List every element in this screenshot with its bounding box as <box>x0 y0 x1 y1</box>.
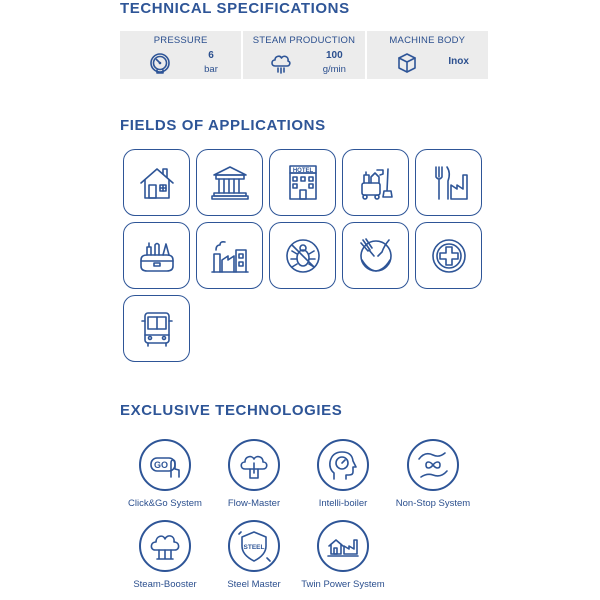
steam-cloud-icon <box>269 51 293 75</box>
bus-icon <box>135 307 179 351</box>
tech-label: Intelli-boiler <box>318 498 368 509</box>
public-building-icon <box>208 161 252 205</box>
application-tile-medical[interactable] <box>415 222 482 289</box>
spec-unit: g/min <box>322 64 346 75</box>
tech-circle <box>228 520 280 572</box>
tech-non-stop[interactable] <box>378 439 488 509</box>
house-icon <box>135 161 179 205</box>
hotel-icon <box>281 161 325 205</box>
twin-power-icon <box>325 528 361 564</box>
spec-machine-body <box>365 31 488 79</box>
spec-unit: bar <box>204 64 218 75</box>
application-tile-food-industry[interactable] <box>415 149 482 216</box>
tech-label: Non-Stop System <box>395 498 471 509</box>
technologies-title: EXCLUSIVE TECHNOLOGIES <box>120 402 343 419</box>
intelli-boiler-icon <box>325 447 361 483</box>
application-tile-cosmetics[interactable] <box>123 222 190 289</box>
cosmetics-icon <box>135 234 179 278</box>
svg-text:HOTEL: HOTEL <box>292 167 313 174</box>
application-tile-public-building[interactable] <box>196 149 263 216</box>
application-tile-house[interactable] <box>123 149 190 216</box>
tech-label: Twin Power System <box>301 579 385 590</box>
spec-label: PRESSURE <box>153 35 208 46</box>
tech-circle <box>317 439 369 491</box>
spec-label: MACHINE BODY <box>389 35 466 46</box>
click-go-icon <box>147 447 183 483</box>
cube-icon <box>395 51 419 75</box>
pressure-gauge-icon <box>148 51 172 75</box>
application-tile-bus[interactable] <box>123 295 190 362</box>
tech-label: Flow-Master <box>227 498 281 509</box>
spec-value: Inox <box>448 56 469 67</box>
medical-cross-icon <box>427 234 471 278</box>
application-tile-restaurant[interactable] <box>342 222 409 289</box>
tech-twin-power[interactable] <box>288 520 398 590</box>
tech-circle <box>317 520 369 572</box>
tech-label: Steam-Booster <box>133 579 197 590</box>
flow-master-icon <box>236 447 272 483</box>
steam-booster-icon <box>147 528 183 564</box>
tech-circle <box>139 520 191 572</box>
spec-table <box>120 31 488 79</box>
spec-steam-production <box>241 31 364 79</box>
spec-pressure <box>120 31 241 79</box>
application-tile-hotel[interactable] <box>269 149 336 216</box>
cleaning-supplies-icon <box>354 161 398 205</box>
non-stop-icon <box>415 447 451 483</box>
tech-circle <box>407 439 459 491</box>
food-industry-icon <box>427 161 471 205</box>
application-tile-pest-control[interactable] <box>269 222 336 289</box>
factory-icon <box>208 234 252 278</box>
restaurant-icon <box>354 234 398 278</box>
application-tile-cleaning[interactable] <box>342 149 409 216</box>
tech-label: Steel Master <box>227 579 281 590</box>
applications-title: FIELDS OF APPLICATIONS <box>120 117 326 134</box>
tech-circle <box>139 439 191 491</box>
click-go-badge: GO <box>153 460 169 470</box>
pest-control-icon <box>281 234 325 278</box>
steel-master-icon <box>236 528 272 564</box>
steel-badge: STEEL <box>243 544 265 551</box>
application-tile-factory[interactable] <box>196 222 263 289</box>
spec-value: 6 <box>208 50 214 61</box>
spec-value: 100 <box>325 50 343 61</box>
tech-label: Click&Go System <box>128 498 202 509</box>
tech-specs-title: TECHNICAL SPECIFICATIONS <box>120 0 350 17</box>
tech-circle <box>228 439 280 491</box>
spec-label: STEAM PRODUCTION <box>252 35 356 46</box>
